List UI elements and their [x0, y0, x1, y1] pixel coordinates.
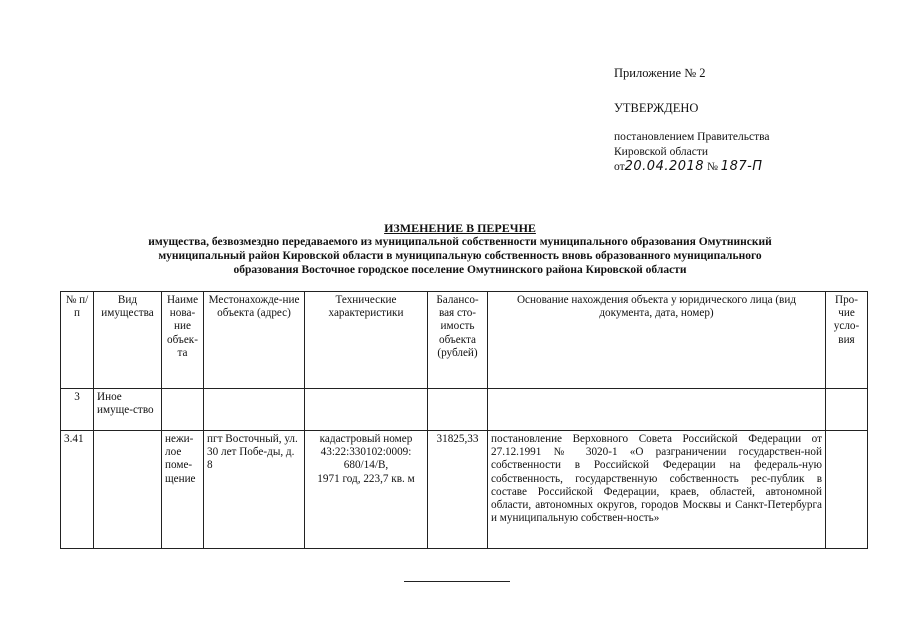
title-line-2: муниципальный район Кировской области в муниципальную собственность вновь образованного муниципального	[158, 250, 762, 262]
empty-cell	[428, 389, 488, 431]
header-tech: Технические характеристики	[305, 292, 428, 389]
item-type-cell	[94, 431, 162, 549]
item-tech-cell	[305, 431, 428, 549]
tech-line-2: 43:22:330102:0009:	[320, 446, 412, 459]
decree-line-2: Кировской области	[614, 146, 709, 158]
decree-prefix: от	[614, 161, 625, 173]
item-num-cell: 3.41	[61, 431, 94, 549]
header-name: Наиме нова-ние объек-та	[162, 292, 204, 389]
table-header-row	[61, 292, 868, 389]
item-name-cell: нежи-лое поме-щение	[162, 431, 204, 549]
empty-cell	[204, 389, 305, 431]
item-basis-cell: постановление Верховного Совета Российской Федерации от 27.12.1991 № 3020-1 «О разграничении государствен-ной собственности в Российской Федерации на федераль-ную собственность, государственную собственность рес-публик в составе Российской Федерации, краев, областей, автономной области, автономных округов, городов Москвы и Санкт-Петербурга и муниципальную собствен-ность»	[488, 431, 826, 549]
decree-date-line	[614, 159, 763, 174]
title-line-1: имущества, безвозмездно передаваемого из муниципальной собственности муниципального образования Омутнинский	[148, 236, 772, 248]
item-address-cell: пгт Восточный, ул. 30 лет Побе-ды, д. 8	[204, 431, 305, 549]
header-basis: Основание нахождения объекта у юридического лица (вид документа, дата, номер)	[488, 292, 826, 389]
section-type-cell: Иное имуще-ство	[94, 389, 162, 431]
decree-line-1: постановлением Правительства	[614, 131, 770, 143]
table-row	[61, 389, 868, 431]
decree-number-label: №	[706, 161, 718, 173]
title-line-3: образования Восточное городское поселение Омутнинского района Кировской области	[233, 264, 687, 276]
approved-stamp-text: УТВЕРЖДЕНО	[614, 101, 699, 115]
appendix-label: Приложение № 2	[614, 66, 706, 80]
header-other: Про-чие усло-вия	[826, 292, 868, 389]
empty-cell	[162, 389, 204, 431]
section-num-cell: 3	[61, 389, 94, 431]
footer-divider	[404, 581, 510, 582]
header-num: № п/п	[61, 292, 94, 389]
property-table	[60, 291, 868, 549]
tech-line-1: кадастровый номер	[319, 433, 413, 445]
decree-number-handwritten: 187-П	[720, 159, 763, 174]
decree-date-handwritten: 20.04.2018	[624, 159, 705, 174]
header-type: Вид имущества	[94, 292, 162, 389]
header-value: Балансо-вая сто-имость объекта (рублей)	[428, 292, 488, 389]
tech-line-3: 680/14/В,	[343, 459, 389, 472]
item-other-cell	[826, 431, 868, 549]
tech-line-4: 1971 год, 223,7 кв. м	[317, 472, 415, 485]
document-title	[100, 221, 820, 277]
table-row	[61, 431, 868, 549]
empty-cell	[305, 389, 428, 431]
empty-cell	[488, 389, 826, 431]
header-address: Местонахожде-ние объекта (адрес)	[204, 292, 305, 389]
title-heading: ИЗМЕНЕНИЕ В ПЕРЕЧНЕ	[384, 221, 536, 235]
empty-cell	[826, 389, 868, 431]
item-value-cell: 31825,33	[428, 431, 488, 549]
